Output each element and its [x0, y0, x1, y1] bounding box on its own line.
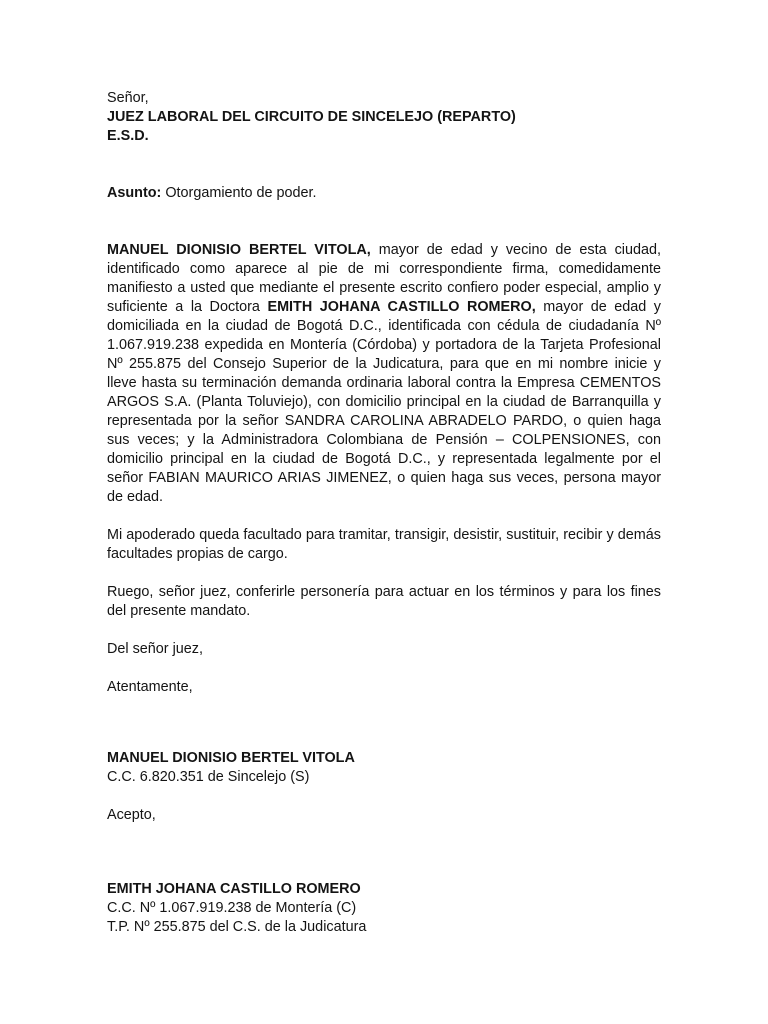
acceptance-label: Acepto,: [107, 807, 156, 823]
attorney-id: C.C. Nº 1.067.919.238 de Montería (C): [107, 900, 357, 916]
addressee-abbrev: E.S.D.: [107, 128, 149, 144]
subject-line: [107, 184, 661, 203]
addressee-title: JUEZ LABORAL DEL CIRCUITO DE SINCELEJO (REPARTO): [107, 109, 516, 125]
document-page: [107, 89, 661, 937]
closing-regards: Atentamente,: [107, 679, 193, 695]
signature-block-grantor: [107, 749, 661, 787]
signature-block-attorney: [107, 880, 661, 937]
paragraph-1-text-a: mayor de edad y vecino de esta ciudad, identificado como aparece al pie de mi correspondiente firma, comedidamente manifiesto a usted que mediante el presente escrito confiero poder especial, amplio y suficiente a la Doctora: [107, 242, 661, 315]
grantor-name: MANUEL DIONISIO BERTEL VITOLA,: [107, 242, 371, 258]
grantor-id: C.C. 6.820.351 de Sincelejo (S): [107, 769, 310, 785]
salutation-greeting: Señor,: [107, 90, 149, 106]
body-paragraph-3: Ruego, señor juez, conferirle personería para actuar en los términos y para los fines del presente mandato.: [107, 584, 661, 619]
body-paragraph-1: [107, 241, 661, 507]
attorney-professional-card: T.P. Nº 255.875 del C.S. de la Judicatura: [107, 919, 367, 935]
attorney-name: EMITH JOHANA CASTILLO ROMERO,: [267, 299, 536, 315]
body-paragraph-2: Mi apoderado queda facultado para tramitar, transigir, desistir, sustituir, recibir y demás facultades propias de cargo.: [107, 527, 661, 562]
closing-salutation: Del señor juez,: [107, 641, 203, 657]
subject-label: Asunto:: [107, 185, 162, 201]
grantor-signature-name: MANUEL DIONISIO BERTEL VITOLA: [107, 750, 355, 766]
attorney-signature-name: EMITH JOHANA CASTILLO ROMERO: [107, 881, 361, 897]
subject-text: Otorgamiento de poder.: [161, 185, 317, 201]
salutation-block: [107, 89, 661, 146]
paragraph-1-text-b: mayor de edad y domiciliada en la ciudad de Bogotá D.C., identificada con cédula de ciudadanía Nº 1.067.919.238 expedida en Montería (Córdoba) y portadora de la Tarjeta Profesional Nº 255.875 del Consejo Superior de la Judicatura, para que en mi nombre inicie y lleve hasta su terminación demanda ordinaria laboral contra la Empresa CEMENTOS ARGOS S.A. (Planta Toluviejo), con domicilio principal en la ciudad de Barranquilla y representada por la señor SANDRA CAROLINA ABRADELO PARDO, o quien haga sus veces; y la Administradora Colombiana de Pensión – COLPENSIONES, con domicilio principal en la ciudad de Bogotá D.C., y representada legalmente por el señor FABIAN MAURICO ARIAS JIMENEZ, o quien haga sus veces, persona mayor de edad.: [107, 299, 661, 505]
